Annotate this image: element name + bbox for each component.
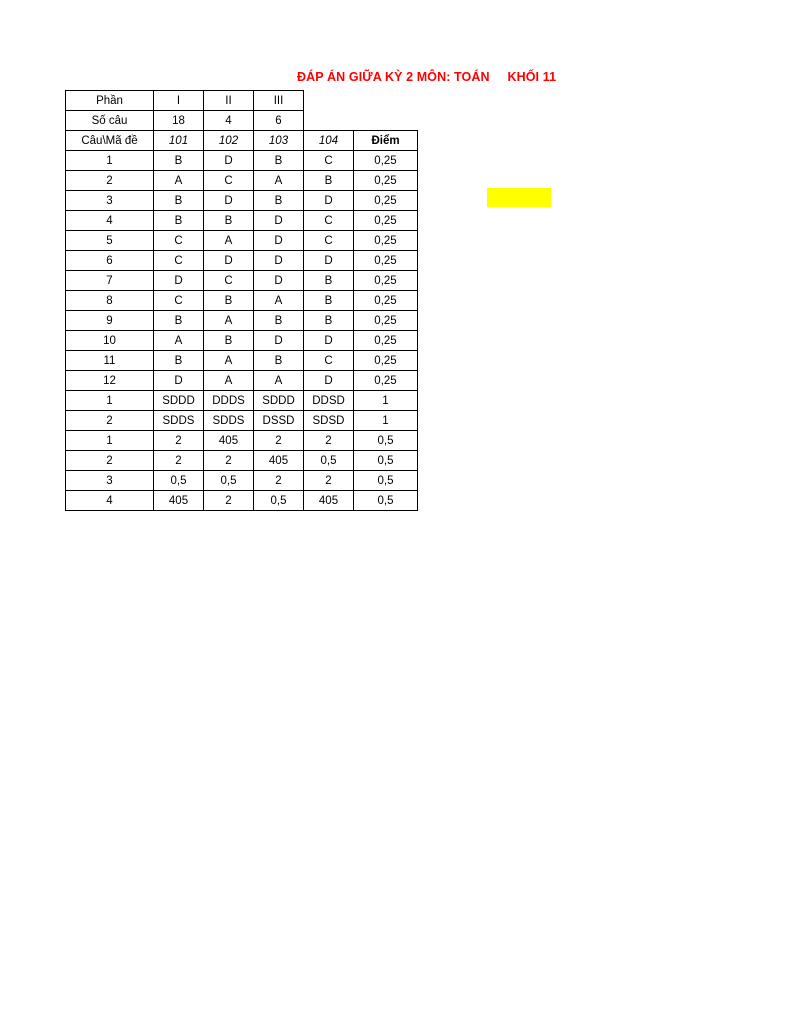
row-number: 1 xyxy=(66,391,154,411)
answer-101: 2 xyxy=(154,451,204,471)
answer-103: D xyxy=(254,251,304,271)
header-cell-code-101: 101 xyxy=(154,131,204,151)
score-cell: 0,25 xyxy=(354,271,418,291)
table-row xyxy=(66,391,418,411)
table-header-row-phan xyxy=(66,91,418,111)
row-number: 5 xyxy=(66,231,154,251)
row-number: 3 xyxy=(66,191,154,211)
score-cell: 0,25 xyxy=(354,211,418,231)
answer-101: B xyxy=(154,351,204,371)
table-row xyxy=(66,171,418,191)
answer-103: A xyxy=(254,291,304,311)
answer-102: SDDS xyxy=(204,411,254,431)
table-row xyxy=(66,271,418,291)
answer-104: D xyxy=(304,331,354,351)
answer-101: B xyxy=(154,211,204,231)
score-cell: 0,25 xyxy=(354,371,418,391)
answer-101: D xyxy=(154,371,204,391)
answer-103: 405 xyxy=(254,451,304,471)
table-row xyxy=(66,491,418,511)
answer-103: A xyxy=(254,371,304,391)
answer-key-table xyxy=(65,90,418,511)
table-row xyxy=(66,291,418,311)
row-number: 7 xyxy=(66,271,154,291)
row-number: 1 xyxy=(66,151,154,171)
answer-104: B xyxy=(304,171,354,191)
answer-102: 0,5 xyxy=(204,471,254,491)
answer-104: 2 xyxy=(304,471,354,491)
answer-101: B xyxy=(154,151,204,171)
header-cell-code-104: 104 xyxy=(304,131,354,151)
score-cell: 0,25 xyxy=(354,291,418,311)
answer-104: B xyxy=(304,271,354,291)
answer-104: 0,5 xyxy=(304,451,354,471)
header-cell-part-1: I xyxy=(154,91,204,111)
score-cell: 0,25 xyxy=(354,311,418,331)
answer-101: D xyxy=(154,271,204,291)
answer-102: DDDS xyxy=(204,391,254,411)
answer-104: SDSD xyxy=(304,411,354,431)
score-cell: 0,25 xyxy=(354,151,418,171)
answer-101: C xyxy=(154,251,204,271)
answer-key-table-container xyxy=(65,90,418,511)
header-cell-part-2: II xyxy=(204,91,254,111)
count-cell-part-2: 4 xyxy=(204,111,254,131)
answer-102: D xyxy=(204,251,254,271)
answer-102: A xyxy=(204,351,254,371)
row-number: 4 xyxy=(66,211,154,231)
score-cell: 0,25 xyxy=(354,351,418,371)
score-cell: 0,25 xyxy=(354,171,418,191)
table-header-row-socau xyxy=(66,111,418,131)
table-row xyxy=(66,451,418,471)
answer-101: 2 xyxy=(154,431,204,451)
count-cell-part-1: 18 xyxy=(154,111,204,131)
header-cell-empty-2 xyxy=(354,91,418,111)
answer-104: D xyxy=(304,251,354,271)
header-cell-diem: Điểm xyxy=(354,131,418,151)
answer-104: DDSD xyxy=(304,391,354,411)
answer-103: B xyxy=(254,351,304,371)
score-cell: 0,5 xyxy=(354,491,418,511)
answer-103: B xyxy=(254,151,304,171)
header-cell-cau-made: Câu\Mã đề xyxy=(66,131,154,151)
answer-102: A xyxy=(204,371,254,391)
socau-cell-empty-2 xyxy=(354,111,418,131)
socau-cell-empty-1 xyxy=(304,111,354,131)
answer-101: A xyxy=(154,331,204,351)
answer-103: 2 xyxy=(254,471,304,491)
table-row xyxy=(66,151,418,171)
answer-103: B xyxy=(254,191,304,211)
answer-104: C xyxy=(304,351,354,371)
score-cell: 0,25 xyxy=(354,331,418,351)
table-row xyxy=(66,211,418,231)
answer-101: 0,5 xyxy=(154,471,204,491)
row-number: 10 xyxy=(66,331,154,351)
answer-102: 405 xyxy=(204,431,254,451)
row-number: 9 xyxy=(66,311,154,331)
answer-103: B xyxy=(254,311,304,331)
answer-103: D xyxy=(254,331,304,351)
score-cell: 0,5 xyxy=(354,451,418,471)
table-row xyxy=(66,251,418,271)
answer-101: C xyxy=(154,231,204,251)
score-cell: 0,5 xyxy=(354,431,418,451)
answer-103: D xyxy=(254,271,304,291)
answer-101: A xyxy=(154,171,204,191)
page-title: ĐÁP ÁN GIỮA KỲ 2 MÔN: TOÁN KHỐI 11 xyxy=(297,70,557,84)
header-cell-code-102: 102 xyxy=(204,131,254,151)
answer-103: DSSD xyxy=(254,411,304,431)
answer-102: C xyxy=(204,171,254,191)
score-cell: 0,25 xyxy=(354,251,418,271)
answer-104: D xyxy=(304,371,354,391)
score-cell: 0,25 xyxy=(354,191,418,211)
table-row xyxy=(66,191,418,211)
answer-103: D xyxy=(254,211,304,231)
table-row xyxy=(66,331,418,351)
row-number: 1 xyxy=(66,431,154,451)
header-cell-empty-1 xyxy=(304,91,354,111)
answer-102: D xyxy=(204,191,254,211)
table-row xyxy=(66,431,418,451)
row-number: 4 xyxy=(66,491,154,511)
label-cell-so-cau: Số câu xyxy=(66,111,154,131)
answer-102: B xyxy=(204,331,254,351)
table-row xyxy=(66,311,418,331)
score-cell: 1 xyxy=(354,411,418,431)
answer-104: 405 xyxy=(304,491,354,511)
table-row xyxy=(66,411,418,431)
answer-103: 2 xyxy=(254,431,304,451)
answer-102: C xyxy=(204,271,254,291)
table-header-row-made xyxy=(66,131,418,151)
table-row xyxy=(66,351,418,371)
yellow-highlight-cell xyxy=(487,188,551,207)
answer-101: 405 xyxy=(154,491,204,511)
answer-101: SDDS xyxy=(154,411,204,431)
header-cell-code-103: 103 xyxy=(254,131,304,151)
answer-101: B xyxy=(154,191,204,211)
answer-101: SDDD xyxy=(154,391,204,411)
answer-103: A xyxy=(254,171,304,191)
answer-104: B xyxy=(304,291,354,311)
answer-102: B xyxy=(204,291,254,311)
answer-102: 2 xyxy=(204,491,254,511)
count-cell-part-3: 6 xyxy=(254,111,304,131)
score-cell: 0,25 xyxy=(354,231,418,251)
table-row xyxy=(66,371,418,391)
row-number: 6 xyxy=(66,251,154,271)
answer-104: B xyxy=(304,311,354,331)
row-number: 2 xyxy=(66,451,154,471)
header-cell-phan: Phần xyxy=(66,91,154,111)
row-number: 3 xyxy=(66,471,154,491)
answer-102: D xyxy=(204,151,254,171)
answer-104: 2 xyxy=(304,431,354,451)
answer-103: SDDD xyxy=(254,391,304,411)
header-cell-part-3: III xyxy=(254,91,304,111)
answer-102: B xyxy=(204,211,254,231)
answer-103: D xyxy=(254,231,304,251)
answer-103: 0,5 xyxy=(254,491,304,511)
answer-104: C xyxy=(304,211,354,231)
answer-102: A xyxy=(204,231,254,251)
answer-102: A xyxy=(204,311,254,331)
row-number: 8 xyxy=(66,291,154,311)
answer-104: C xyxy=(304,151,354,171)
answer-104: C xyxy=(304,231,354,251)
table-row xyxy=(66,231,418,251)
row-number: 12 xyxy=(66,371,154,391)
score-cell: 0,5 xyxy=(354,471,418,491)
answer-101: B xyxy=(154,311,204,331)
table-row xyxy=(66,471,418,491)
answer-102: 2 xyxy=(204,451,254,471)
row-number: 2 xyxy=(66,411,154,431)
answer-101: C xyxy=(154,291,204,311)
answer-104: D xyxy=(304,191,354,211)
score-cell: 1 xyxy=(354,391,418,411)
row-number: 2 xyxy=(66,171,154,191)
row-number: 11 xyxy=(66,351,154,371)
